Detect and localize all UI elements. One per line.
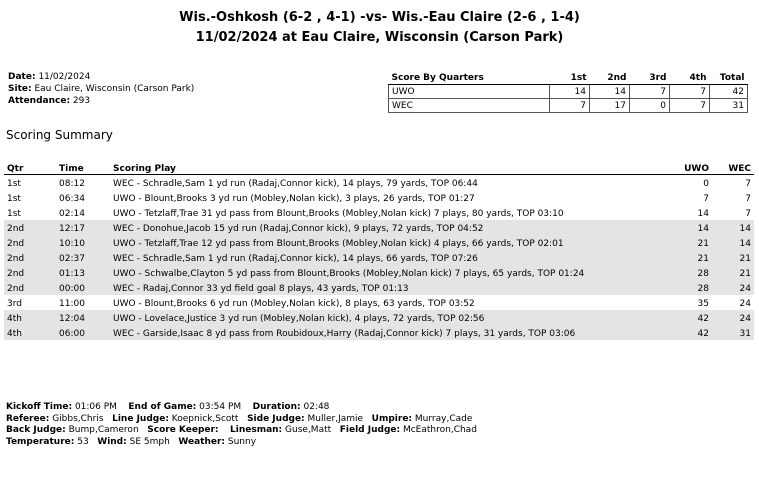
row-qtr: 1st (7, 194, 21, 204)
page-subtitle: 11/02/2024 at Eau Claire, Wisconsin (Carson Park) (195, 30, 564, 45)
date-line (8, 71, 194, 83)
temperature-value: 53 (77, 436, 89, 447)
row-play: WEC - Schradle,Sam 1 yd run (Radaj,Connor kick), 14 plays, 66 yards, TOP 07:26 (110, 250, 672, 265)
linesman-label: Linesman: (230, 425, 283, 435)
table-row (4, 265, 754, 280)
kickoff-label: Kickoff Time: (6, 402, 73, 412)
team-name: UWO (389, 85, 550, 99)
table-row (4, 325, 754, 340)
row-time: 01:13 (56, 265, 110, 280)
row-play: WEC - Donohue,Jacob 15 yd run (Radaj,Connor kick), 9 plays, 72 yards, TOP 04:52 (110, 220, 672, 235)
row-time: 12:04 (56, 310, 110, 325)
row-uwo-score: 21 (672, 250, 712, 265)
row-uwo-score: 7 (703, 194, 709, 204)
scoring-header-uwo: UWO (672, 161, 712, 175)
row-qtr: 2nd (4, 265, 56, 280)
row-time: 10:10 (56, 235, 110, 250)
kickoff-value: 01:06 PM (74, 402, 117, 412)
row-uwo-score: 14 (672, 220, 712, 235)
table-row (4, 250, 754, 265)
row-play: WEC - Radaj,Connor 33 yd field goal 8 plays, 43 yards, TOP 01:13 (110, 280, 672, 295)
row-play: WEC - Schradle,Sam 1 yd run (Radaj,Connor kick), 14 plays, 79 yards, TOP 06:44 (113, 179, 478, 189)
row-qtr: 4th (4, 310, 56, 325)
row-uwo-score: 42 (672, 325, 712, 340)
quarters-header-row (389, 71, 748, 85)
row-time: 02:14 (59, 209, 85, 219)
row-time: 02:37 (56, 250, 110, 265)
game-info (8, 71, 194, 107)
quarters-header: 1st (550, 71, 590, 85)
scoring-header-time: Time (56, 161, 110, 175)
duration-value: 02:48 (303, 402, 330, 412)
row-play: UWO - Lovelace,Justice 3 yd run (Mobley,Nolan kick), 4 plays, 72 yards, TOP 02:56 (110, 310, 672, 325)
quarters-header: 4th (670, 71, 710, 85)
row-play: UWO - Blount,Brooks 3 yd run (Mobley,Nolan kick), 3 plays, 26 yards, TOP 01:27 (113, 194, 475, 204)
quarter-score: 31 (710, 99, 748, 113)
row-uwo-score: 35 (697, 299, 709, 309)
row-wec-score: 21 (712, 265, 754, 280)
row-qtr: 4th (4, 325, 56, 340)
temperature-label: Temperature: (6, 436, 75, 447)
page-title: Wis.-Oshkosh (6-2 , 4-1) -vs- Wis.-Eau Claire (2-6 , 1-4) (179, 10, 580, 25)
row-uwo-score: 42 (672, 310, 712, 325)
row-qtr: 2nd (4, 220, 56, 235)
row-time: 08:12 (59, 179, 85, 189)
row-uwo-score: 14 (697, 209, 709, 219)
quarter-score: 0 (630, 99, 670, 113)
quarters-row (389, 99, 748, 113)
row-qtr: 2nd (4, 280, 56, 295)
duration-label: Duration: (252, 402, 301, 412)
line-judge-label: Line Judge: (112, 413, 169, 424)
row-uwo-score: 0 (703, 179, 709, 189)
quarter-score: 7 (670, 85, 710, 99)
table-row (4, 235, 754, 250)
quarters-header: 3rd (630, 71, 670, 85)
row-wec-score: 14 (712, 235, 754, 250)
row-play: WEC - Garside,Isaac 8 yd pass from Roubidoux,Harry (Radaj,Connor kick) 7 plays, 31 yards, TOP 03:06 (110, 325, 672, 340)
row-wec-score: 21 (712, 250, 754, 265)
site-label: Site: (8, 84, 32, 94)
footer-line-officials-2 (6, 425, 477, 437)
referee-value: Gibbs,Chris (52, 413, 104, 424)
quarter-score: 7 (670, 99, 710, 113)
quarter-score: 42 (710, 85, 748, 99)
row-qtr: 3rd (7, 299, 22, 309)
row-time: 11:00 (59, 299, 85, 309)
quarter-score: 7 (630, 85, 670, 99)
table-row (4, 205, 754, 220)
quarter-score: 7 (550, 99, 590, 113)
row-wec-score: 7 (745, 194, 751, 204)
table-row (4, 175, 754, 191)
row-uwo-score: 28 (672, 265, 712, 280)
quarters-row (389, 85, 748, 99)
row-wec-score: 7 (745, 179, 751, 189)
score-keeper-label: Score Keeper: (147, 425, 219, 435)
row-wec-score: 24 (712, 310, 754, 325)
row-wec-score: 31 (712, 325, 754, 340)
line-judge-value: Koepnick,Scott (171, 413, 239, 424)
table-row (4, 295, 754, 310)
row-wec-score: 24 (712, 280, 754, 295)
back-judge-value: Bump,Cameron (68, 425, 139, 435)
scoring-header-play: Scoring Play (110, 161, 672, 175)
table-row (4, 310, 754, 325)
scoring-summary-table (4, 161, 754, 340)
date-value: 11/02/2024 (38, 72, 91, 82)
row-uwo-score: 28 (672, 280, 712, 295)
row-uwo-score: 21 (672, 235, 712, 250)
row-wec-score: 14 (712, 220, 754, 235)
table-row (4, 280, 754, 295)
referee-label: Referee: (6, 413, 50, 424)
attendance-line (8, 95, 194, 107)
scoring-summary-heading: Scoring Summary (6, 128, 113, 142)
row-time: 06:00 (56, 325, 110, 340)
row-time: 06:34 (59, 194, 85, 204)
wind-value: SE 5mph (129, 436, 170, 447)
field-judge-label: Field Judge: (339, 425, 401, 435)
side-judge-value: Muller,Jamie (307, 413, 364, 424)
row-qtr: 1st (7, 209, 21, 219)
end-value: 03:54 PM (199, 402, 242, 412)
weather-value: Sunny (227, 436, 257, 447)
site-line (8, 83, 194, 95)
row-qtr: 2nd (4, 235, 56, 250)
row-play: UWO - Tetzlaff,Trae 12 yd pass from Blount,Brooks (Mobley,Nolan kick) 4 plays, 66 yards, TOP 02:01 (110, 235, 672, 250)
quarters-header: Total (710, 71, 748, 85)
row-play: UWO - Schwalbe,Clayton 5 yd pass from Blount,Brooks (Mobley,Nolan kick) 7 plays, 65 yards, TOP 01:24 (110, 265, 672, 280)
row-play: UWO - Blount,Brooks 6 yd run (Mobley,Nolan kick), 8 plays, 63 yards, TOP 03:52 (113, 299, 475, 309)
quarters-header: 2nd (590, 71, 630, 85)
attendance-value: 293 (72, 96, 91, 106)
quarter-score: 14 (550, 85, 590, 99)
side-judge-label: Side Judge: (247, 413, 305, 424)
end-label: End of Game: (128, 402, 197, 412)
scoring-header-qtr: Qtr (4, 161, 56, 175)
umpire-value: Murray,Cade (414, 413, 473, 424)
table-row (4, 190, 754, 205)
quarter-score: 14 (590, 85, 630, 99)
row-wec-score: 24 (739, 299, 751, 309)
attendance-label: Attendance: (8, 96, 71, 106)
row-time: 00:00 (56, 280, 110, 295)
score-by-quarters-table (388, 71, 748, 113)
row-time: 12:17 (56, 220, 110, 235)
footer-line-weather (6, 437, 477, 449)
row-qtr: 1st (7, 179, 21, 189)
game-footer (6, 402, 477, 448)
footer-line-times (6, 402, 477, 414)
team-name: WEC (389, 99, 550, 113)
quarter-score: 17 (590, 99, 630, 113)
site-value: Eau Claire, Wisconsin (Carson Park) (34, 84, 195, 94)
row-qtr: 2nd (4, 250, 56, 265)
field-judge-value: McEathron,Chad (402, 425, 477, 435)
date-label: Date: (8, 72, 36, 82)
row-wec-score: 7 (745, 209, 751, 219)
back-judge-label: Back Judge: (6, 425, 66, 435)
wind-label: Wind: (97, 436, 127, 447)
row-play: UWO - Tetzlaff,Trae 31 yd pass from Blount,Brooks (Mobley,Nolan kick) 7 plays, 80 yards, TOP 03:10 (113, 209, 564, 219)
table-row (4, 220, 754, 235)
scoring-header-wec: WEC (712, 161, 754, 175)
quarters-header: Score By Quarters (389, 71, 550, 85)
weather-label: Weather: (178, 436, 226, 447)
footer-line-officials-1 (6, 414, 477, 426)
linesman-value: Guse,Matt (285, 425, 332, 435)
scoring-header-row (4, 161, 754, 175)
umpire-label: Umpire: (371, 413, 413, 424)
